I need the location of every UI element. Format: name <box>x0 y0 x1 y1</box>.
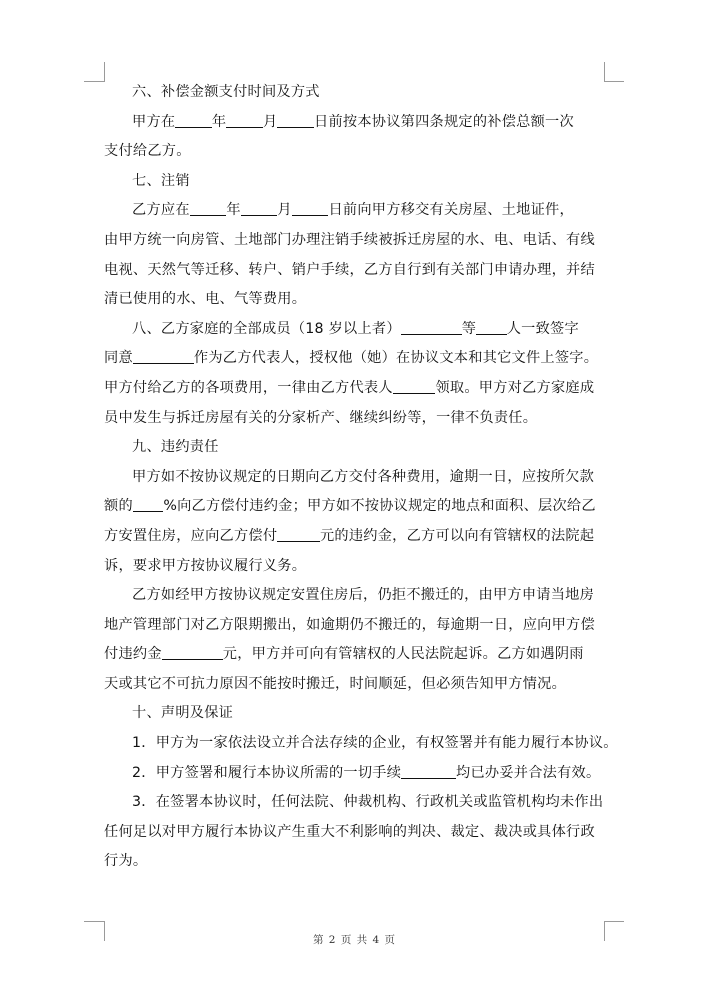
text-segment: 清已使用的水、电、气等费用。 <box>104 291 307 308</box>
paragraph-line <box>104 463 612 493</box>
text-segment: 年 <box>226 202 241 219</box>
text-segment: 甲方付给乙方的各项费用，一律由乙方代表人 <box>104 379 393 396</box>
text-segment: 月 <box>262 113 278 130</box>
text-segment: 月 <box>277 202 292 219</box>
paragraph-line <box>104 847 612 877</box>
fill-in-blank[interactable] <box>190 201 227 216</box>
text-segment: 行为。 <box>104 853 148 870</box>
page-number-footer: 第 2 页 共 4 页 <box>312 934 397 946</box>
fill-in-blank[interactable] <box>401 764 456 779</box>
text-segment: 支付给乙方。 <box>104 143 191 160</box>
fill-in-blank[interactable] <box>277 113 314 128</box>
document-body <box>104 78 618 877</box>
text-segment: 电视、天然气等迁移、转户、销户手续，乙方自行到有关部门申请办理，并结 <box>104 261 595 278</box>
text-segment: 六、补偿金额支付时间及方式 <box>132 84 320 100</box>
text-segment: 付违约金 <box>104 646 162 663</box>
text-segment: 3．在签署本协议时，任何法院、仲裁机构、行政机关或监管机构均未作出 <box>132 794 604 811</box>
text-segment: 诉，要求甲方按协议履行义务。 <box>104 557 307 574</box>
fill-in-blank[interactable] <box>401 320 462 335</box>
fill-in-blank[interactable] <box>226 113 263 128</box>
paragraph-line <box>104 196 612 226</box>
section-heading <box>104 433 612 463</box>
text-segment: 2．甲方签署和履行本协议所需的一切手续 <box>132 764 402 781</box>
fill-in-blank[interactable] <box>133 349 194 364</box>
text-segment: 1．甲方为一家依法设立并合法存续的企业，有权签署并有能力履行本协议。 <box>132 735 618 752</box>
paragraph-line <box>104 315 612 345</box>
paragraph-line <box>104 788 612 818</box>
paragraph-line <box>104 344 612 374</box>
paragraph-line <box>104 522 612 552</box>
text-segment: 由甲方统一向房管、土地部门办理注销手续被拆迁房屋的水、电、电话、有线 <box>104 231 595 248</box>
paragraph-line <box>104 640 612 670</box>
text-segment: 地产管理部门对乙方限期搬出，如逾期仍不搬迁的，每逾期一日，应向甲方偿 <box>104 616 595 633</box>
paragraph-line <box>104 759 612 789</box>
fill-in-blank[interactable] <box>162 645 223 660</box>
text-segment: 天或其它不可抗力原因不能按时搬迁，时间顺延，但必须告知甲方情况。 <box>104 675 567 692</box>
text-segment: 乙方如经甲方按协议规定安置住房后，仍拒不搬迁的，由甲方申请当地房 <box>132 587 595 604</box>
fill-in-blank[interactable] <box>476 320 507 335</box>
section-heading <box>104 78 612 108</box>
text-segment: 作为乙方代表人，授权他（她）在协议文本和其它文件上签字。 <box>193 350 599 367</box>
text-segment: 九、违约责任 <box>132 439 219 456</box>
fill-in-blank[interactable] <box>393 379 436 394</box>
paragraph-line <box>104 374 612 404</box>
fill-in-blank[interactable] <box>241 201 278 216</box>
paragraph-line <box>104 818 612 848</box>
text-segment: 乙方应在 <box>132 202 190 219</box>
text-segment: %向乙方偿付违约金；甲方如不按协议规定的地点和面积、层次给乙 <box>163 498 596 515</box>
text-segment: 日前按本协议第四条规定的补偿总额一次 <box>314 113 574 130</box>
text-segment: 甲方如不按协议规定的日期向乙方交付各种费用，逾期一日，应按所欠款 <box>132 468 595 485</box>
paragraph-line <box>104 492 612 522</box>
fill-in-blank[interactable] <box>175 113 212 128</box>
text-segment: 甲方在 <box>132 113 176 130</box>
paragraph-line <box>104 226 612 256</box>
text-segment: 领取。甲方对乙方家庭成 <box>435 379 595 396</box>
section-heading <box>104 167 612 197</box>
text-segment: 额的 <box>104 498 133 515</box>
text-segment: 元，甲方并可向有管辖权的人民法院起诉。乙方如遇阴雨 <box>222 646 584 663</box>
text-segment: 八、乙方家庭的全部成员（18 岁以上者） <box>132 320 401 337</box>
paragraph-line <box>104 285 612 315</box>
paragraph-line <box>104 729 618 759</box>
fill-in-blank[interactable] <box>292 201 329 216</box>
paragraph-line <box>104 670 612 700</box>
text-segment: 方安置住房，应向乙方偿付 <box>104 527 278 544</box>
text-segment: 七、注销 <box>132 172 190 189</box>
paragraph-line <box>104 581 612 611</box>
paragraph-line <box>104 611 612 641</box>
text-segment: 日前向甲方移交有关房屋、土地证件， <box>328 202 574 219</box>
text-segment: 员中发生与拆迁房屋有关的分家析产、继续纠纷等，一律不负责任。 <box>104 409 538 426</box>
text-segment: 任何足以对甲方履行本协议产生重大不利影响的判决、裁定、裁决或具体行政 <box>104 823 595 840</box>
text-segment: 十、声明及保证 <box>132 705 234 722</box>
fill-in-blank[interactable] <box>277 527 320 542</box>
text-segment: 同意 <box>104 350 133 367</box>
text-segment: 人一致签字 <box>506 320 579 337</box>
crop-mark <box>84 921 104 922</box>
text-segment: 元的违约金，乙方可以向有管辖权的法院起 <box>319 527 595 544</box>
crop-mark <box>84 81 104 82</box>
paragraph-line <box>104 108 612 138</box>
text-segment: 等 <box>461 320 477 337</box>
paragraph-line <box>104 256 612 286</box>
crop-mark <box>604 921 624 922</box>
text-segment: 均已办妥并合法有效。 <box>456 764 601 781</box>
paragraph-line <box>104 552 612 582</box>
paragraph-line <box>104 404 612 434</box>
text-segment: 年 <box>211 113 227 130</box>
section-heading <box>104 699 612 729</box>
fill-in-blank[interactable] <box>133 497 164 512</box>
paragraph-line <box>104 137 612 167</box>
